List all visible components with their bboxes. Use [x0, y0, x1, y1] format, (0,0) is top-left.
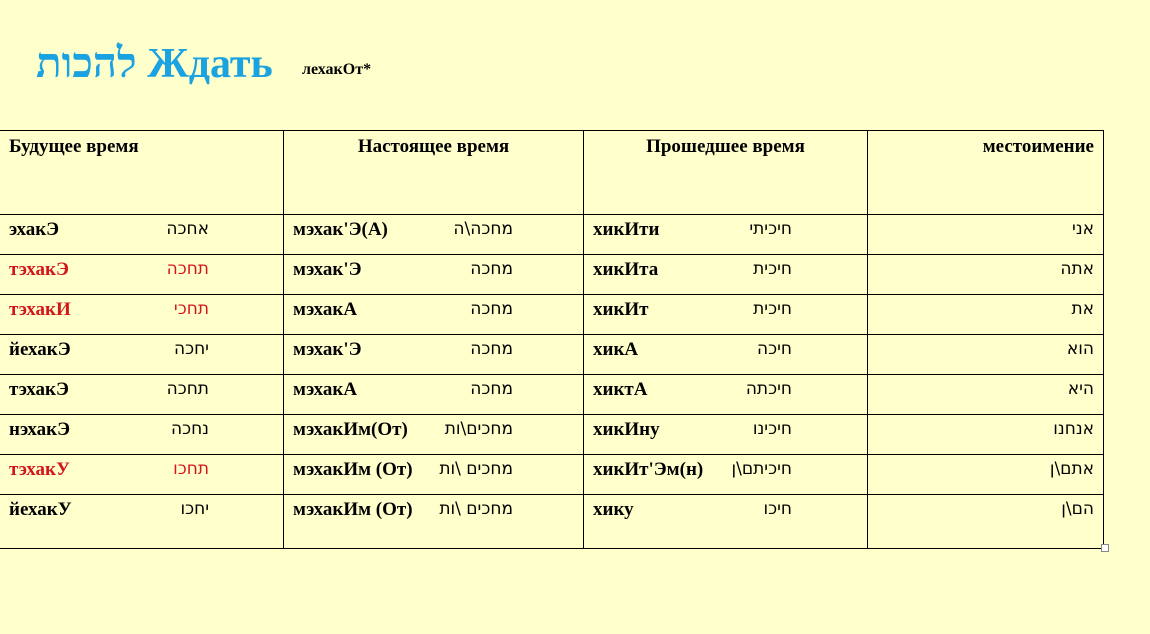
past-transliteration: хикИт — [593, 299, 649, 320]
present-transliteration: мэхак'Э — [293, 259, 362, 280]
present-hebrew: מחכה\ה — [453, 219, 513, 239]
title-transliteration: лехакОт* — [302, 61, 372, 78]
future-transliteration: йехакУ — [9, 499, 72, 520]
pronoun-hebrew: הוא — [1066, 339, 1094, 359]
past-cell — [584, 495, 868, 549]
pronoun-cell — [868, 215, 1104, 255]
future-cell — [0, 335, 284, 375]
present-hebrew: מחכה — [470, 259, 513, 279]
past-cell — [584, 255, 868, 295]
pronoun-cell — [868, 335, 1104, 375]
past-transliteration: хикА — [593, 339, 639, 360]
future-hebrew: תחכה — [166, 379, 209, 399]
past-transliteration: хикИт'Эм(н) — [593, 459, 704, 480]
future-transliteration: тэхакЭ — [9, 259, 69, 280]
future-hebrew: תחכו — [173, 459, 209, 479]
future-cell — [0, 495, 284, 549]
future-hebrew: נחכה — [170, 419, 209, 439]
table-row — [0, 295, 1104, 335]
past-transliteration: хикИта — [593, 259, 659, 280]
present-transliteration: мэхакИм (От) — [293, 499, 413, 520]
past-cell — [584, 295, 868, 335]
future-hebrew: יחכה — [173, 339, 209, 359]
future-cell — [0, 295, 284, 335]
past-transliteration: хиктА — [593, 379, 648, 400]
header-present: Настоящее время — [284, 131, 584, 215]
pronoun-hebrew: אתה — [1060, 259, 1094, 279]
present-transliteration: мэхак'Э(А) — [293, 219, 388, 240]
present-cell — [284, 295, 584, 335]
table-row — [0, 255, 1104, 295]
future-transliteration: эхакЭ — [9, 219, 60, 240]
future-cell — [0, 375, 284, 415]
future-hebrew: יחכו — [180, 499, 209, 519]
past-hebrew: חיכיתי — [749, 219, 792, 239]
past-cell — [584, 455, 868, 495]
future-hebrew: אחכה — [166, 219, 209, 239]
past-hebrew: חיכינו — [752, 419, 792, 439]
future-cell — [0, 415, 284, 455]
pronoun-hebrew: את — [1071, 299, 1094, 319]
future-cell — [0, 455, 284, 495]
future-hebrew: תחכי — [173, 299, 209, 319]
pronoun-cell — [868, 455, 1104, 495]
present-hebrew: מחכים \ות — [439, 499, 513, 519]
future-transliteration: тэхакУ — [9, 459, 70, 480]
present-hebrew: מחכים\ות — [444, 419, 513, 439]
future-cell — [0, 255, 284, 295]
past-cell — [584, 375, 868, 415]
future-hebrew: תחכה — [166, 259, 209, 279]
present-cell — [284, 335, 584, 375]
pronoun-cell — [868, 495, 1104, 549]
table-row — [0, 215, 1104, 255]
future-transliteration: тэхакИ — [9, 299, 71, 320]
present-hebrew: מחכה — [470, 339, 513, 359]
past-hebrew: חיכו — [763, 499, 792, 519]
pronoun-hebrew: אנחנו — [1053, 419, 1094, 439]
future-transliteration: нэхакЭ — [9, 419, 70, 440]
past-cell — [584, 335, 868, 375]
present-transliteration: мэхакИм(От) — [293, 419, 408, 440]
table-row — [0, 375, 1104, 415]
present-cell — [284, 415, 584, 455]
pronoun-cell — [868, 295, 1104, 335]
header-past: Прошедшее время — [584, 131, 868, 215]
present-cell — [284, 375, 584, 415]
resize-handle — [1101, 544, 1109, 552]
pronoun-cell — [868, 375, 1104, 415]
header-pronoun: местоимение — [868, 131, 1104, 215]
table-row — [0, 495, 1104, 549]
pronoun-hebrew: אתם\ן — [1049, 459, 1094, 479]
table-row — [0, 415, 1104, 455]
past-hebrew: חיכית — [753, 299, 792, 319]
past-hebrew: חיכיתם\ן — [731, 459, 792, 479]
past-cell — [584, 415, 868, 455]
present-cell — [284, 495, 584, 549]
past-transliteration: хикИти — [593, 219, 660, 240]
past-cell — [584, 215, 868, 255]
page-title: להכות Ждать — [36, 41, 273, 87]
past-transliteration: хику — [593, 499, 634, 520]
table-header-row — [0, 131, 1104, 215]
present-transliteration: мэхак'Э — [293, 339, 362, 360]
header-future: Будущее время — [0, 131, 284, 215]
table-row — [0, 455, 1104, 495]
present-transliteration: мэхакА — [293, 379, 358, 400]
present-cell — [284, 215, 584, 255]
past-transliteration: хикИну — [593, 419, 660, 440]
present-cell — [284, 255, 584, 295]
table-row — [0, 335, 1104, 375]
conjugation-table — [0, 130, 1104, 549]
present-transliteration: мэхакИм (От) — [293, 459, 413, 480]
future-transliteration: йехакЭ — [9, 339, 71, 360]
pronoun-hebrew: היא — [1067, 379, 1094, 399]
present-transliteration: мэхакА — [293, 299, 358, 320]
pronoun-cell — [868, 415, 1104, 455]
past-hebrew: חיכתה — [745, 379, 792, 399]
past-hebrew: חיכית — [753, 259, 792, 279]
pronoun-hebrew: אני — [1072, 219, 1094, 239]
pronoun-cell — [868, 255, 1104, 295]
present-hebrew: מחכים \ות — [439, 459, 513, 479]
present-hebrew: מחכה — [470, 299, 513, 319]
past-hebrew: חיכה — [756, 339, 792, 359]
present-cell — [284, 455, 584, 495]
present-hebrew: מחכה — [470, 379, 513, 399]
pronoun-hebrew: הם\ן — [1061, 499, 1094, 519]
future-cell — [0, 215, 284, 255]
future-transliteration: тэхакЭ — [9, 379, 69, 400]
